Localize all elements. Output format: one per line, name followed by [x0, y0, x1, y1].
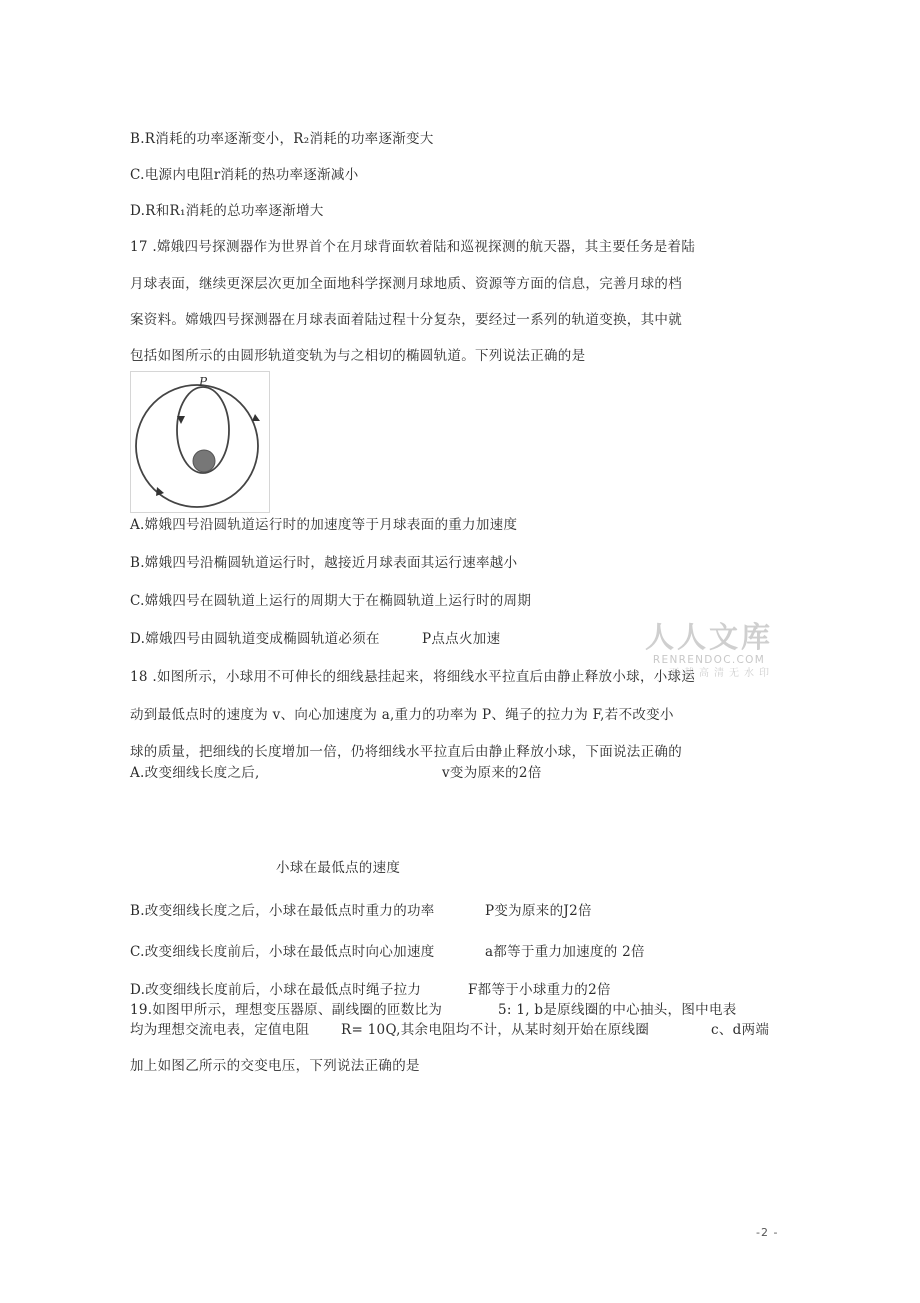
q18-stem-line-2: 动到最低点时的速度为 v、向心加速度为 a,重力的功率为 P、绳子的拉力为 F,若不改变小 — [130, 707, 674, 723]
q18-option-a-part-2: v变为原来的2倍 — [442, 765, 542, 781]
moon — [193, 450, 215, 472]
q19-stem-line-3: 加上如图乙所示的交变电压，下列说法正确的是 — [130, 1058, 420, 1074]
orbit-diagram — [131, 372, 269, 512]
q17-stem-line-2: 月球表面，继续更深层次更加全面地科学探测月球地质、资源等方面的信息，完善月球的档 — [130, 276, 682, 292]
q19-stem-line-2c: c、d两端 — [711, 1022, 770, 1038]
point-p-label: P — [199, 375, 208, 389]
q17-option-d-part-2: P点点火加速 — [422, 631, 501, 647]
q19-stem-line-2a: 均为理想交流电表，定值电阻 — [130, 1022, 310, 1038]
q18-option-b-part-1: B.改变细线长度之后，小球在最低点时重力的功率 — [130, 903, 435, 919]
q18-stem-line-3: 球的质量，把细线的长度增加一倍，仍将细线水平拉直后由静止释放小球，下面说法正确的 — [130, 744, 682, 760]
q16-option-d: D.R和R₁消耗的总功率逐渐增大 — [130, 203, 324, 219]
q18-stem-line-1: 18 .如图所示，小球用不可伸长的细线悬挂起来，将细线水平拉直后由静止释放小球，小球运 — [130, 669, 696, 685]
q19-stem-line-1b: 5: 1, b是原线圈的中心抽头，图中电表 — [498, 1002, 737, 1018]
q16-option-c: C.电源内电阻r消耗的热功率逐渐减小 — [130, 167, 359, 183]
q18-option-a-part-3: 小球在最低点的速度 — [276, 860, 401, 876]
watermark-subtitle: 下载高清无水印 — [669, 668, 774, 679]
q18-option-d-part-2: F都等于小球重力的2倍 — [468, 982, 611, 998]
q17-option-c: C.嫦娥四号在圆轨道上运行的周期大于在椭圆轨道上运行时的周期 — [130, 593, 532, 609]
q18-option-b-part-2: P变为原来的J2倍 — [485, 903, 592, 919]
q17-stem-line-1: 17 .嫦娥四号探测器作为世界首个在月球背面软着陆和巡视探测的航天器，其主要任务是着陆 — [130, 239, 696, 255]
circular-orbit — [136, 385, 258, 507]
q17-stem-line-3: 案资料。嫦娥四号探测器在月球表面着陆过程十分复杂，要经过一系列的轨道变换，其中就 — [130, 312, 682, 328]
watermark-url: RENRENDOC.COM — [652, 654, 766, 666]
q17-stem-line-4: 包括如图所示的由圆形轨道变轨为与之相切的椭圆轨道。下列说法正确的是 — [130, 348, 586, 364]
orbit-figure — [130, 371, 270, 513]
q18-option-d-part-1: D.改变细线长度前后，小球在最低点时绳子拉力 — [130, 982, 422, 998]
circle-arrow-top-icon — [252, 414, 260, 421]
q19-stem-line-1a: 19.如图甲所示，理想变压器原、副线圈的匝数比为 — [130, 1002, 443, 1018]
q17-option-d-part-1: D.嫦娥四号由圆轨道变成椭圆轨道必须在 — [130, 631, 380, 647]
q18-option-c-part-1: C.改变细线长度前后，小球在最低点时向心加速度 — [130, 944, 435, 960]
q18-option-a-part-1: A.改变细线长度之后, — [130, 765, 260, 781]
q16-option-b: B.R消耗的功率逐渐变小，R₂消耗的功率逐渐变大 — [130, 131, 434, 147]
page-number: -2 - — [756, 1226, 779, 1239]
q19-stem-line-2b: R= 10Q,其余电阻均不计，从某时刻开始在原线圈 — [341, 1022, 650, 1038]
q18-option-c-part-2: a都等于重力加速度的 2倍 — [485, 944, 645, 960]
q17-option-a: A.嫦娥四号沿圆轨道运行时的加速度等于月球表面的重力加速度 — [130, 517, 518, 533]
q17-option-b: B.嫦娥四号沿椭圆轨道运行时，越接近月球表面其运行速率越小 — [130, 555, 518, 571]
watermark-title: 人人文库 — [644, 620, 773, 654]
